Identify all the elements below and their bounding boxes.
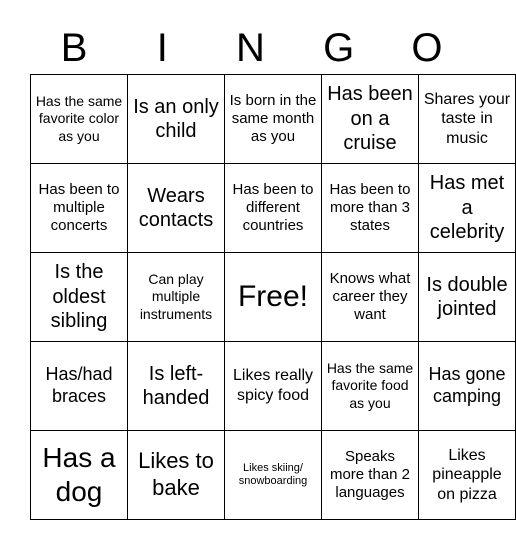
bingo-board	[30, 74, 516, 520]
bingo-cell[interactable]: Has been on a cruise	[322, 75, 419, 164]
bingo-cell[interactable]: Has been to different countries	[225, 164, 322, 253]
bingo-cell[interactable]: Shares your taste in music	[419, 75, 516, 164]
board-row	[31, 75, 516, 164]
header-letter-i: I	[156, 26, 168, 70]
header-letter-g: G	[323, 26, 355, 70]
header-letter-n: N	[236, 26, 265, 70]
bingo-cell[interactable]: Likes pineapple on pizza	[419, 431, 516, 520]
bingo-cell[interactable]: Has the same favorite color as you	[31, 75, 128, 164]
bingo-cell[interactable]: Can play multiple instruments	[128, 253, 225, 342]
bingo-cell[interactable]: Wears contacts	[128, 164, 225, 253]
bingo-cell[interactable]: Has the same favorite food as you	[322, 342, 419, 431]
bingo-cell[interactable]: Has gone camping	[419, 342, 516, 431]
bingo-cell[interactable]: Has met a celebrity	[419, 164, 516, 253]
bingo-cell[interactable]: Has a dog	[31, 431, 128, 520]
header-letter-b: B	[60, 26, 88, 70]
bingo-cell[interactable]: Likes really spicy food	[225, 342, 322, 431]
bingo-cell[interactable]: Likes skiing/ snowboarding	[225, 431, 322, 520]
board-row	[31, 253, 516, 342]
bingo-cell[interactable]: Likes to bake	[128, 431, 225, 520]
board-row	[31, 342, 516, 431]
bingo-cell[interactable]: Speaks more than 2 languages	[322, 431, 419, 520]
board-row	[31, 164, 516, 253]
free-space[interactable]: Free!	[225, 253, 322, 342]
bingo-cell[interactable]: Knows what career they want	[322, 253, 419, 342]
header-letter-o: O	[411, 26, 443, 70]
board-row	[31, 431, 516, 520]
bingo-cell[interactable]: Has been to multiple concerts	[31, 164, 128, 253]
bingo-cell[interactable]: Is born in the same month as you	[225, 75, 322, 164]
bingo-header	[30, 22, 471, 74]
bingo-cell[interactable]: Is the oldest sibling	[31, 253, 128, 342]
bingo-cell[interactable]: Is left-handed	[128, 342, 225, 431]
bingo-cell[interactable]: Has/had braces	[31, 342, 128, 431]
bingo-cell[interactable]: Is double jointed	[419, 253, 516, 342]
bingo-cell[interactable]: Is an only child	[128, 75, 225, 164]
bingo-cell[interactable]: Has been to more than 3 states	[322, 164, 419, 253]
